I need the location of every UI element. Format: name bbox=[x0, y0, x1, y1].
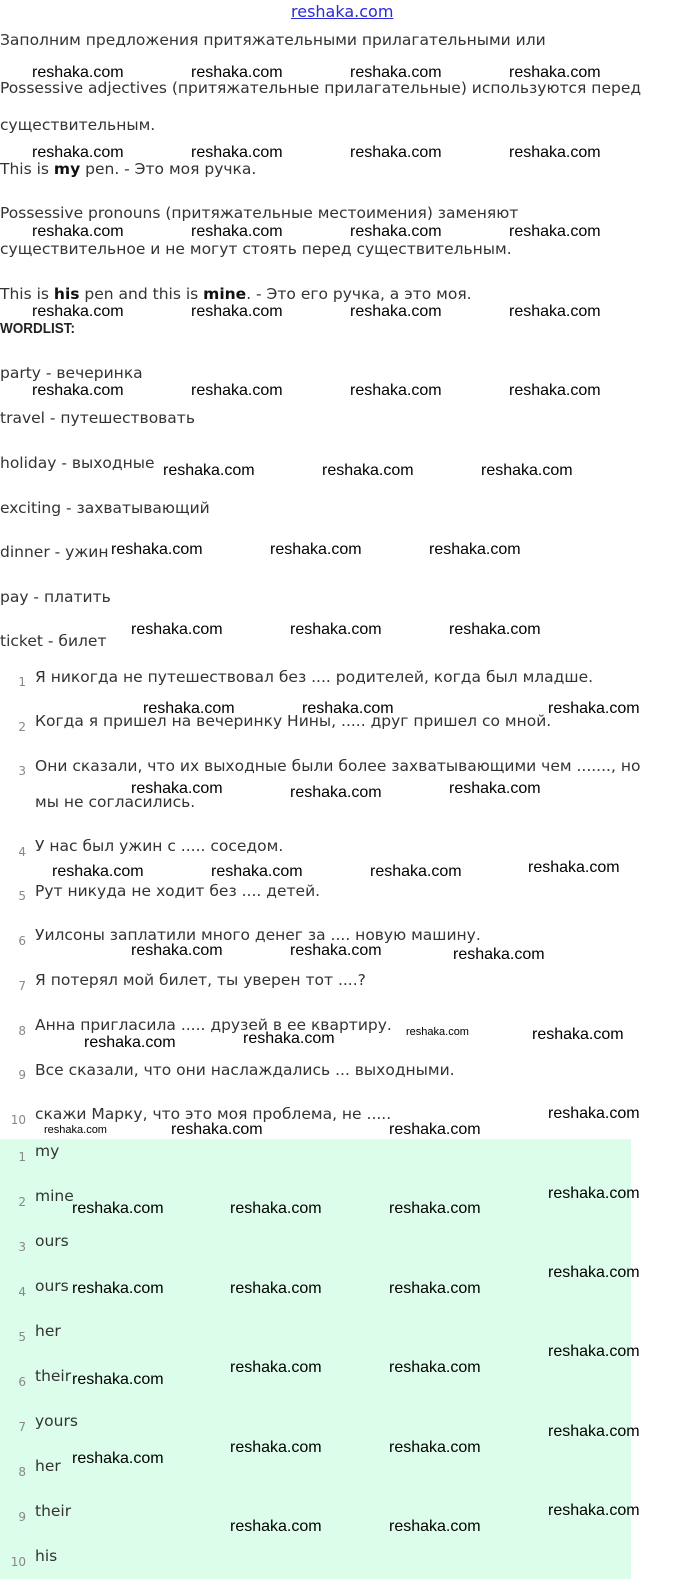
watermark: reshaka.com bbox=[52, 863, 144, 880]
intro-line: Possessive pronouns (притяжательные местоимения) заменяют bbox=[0, 204, 519, 222]
task-number: 2 bbox=[18, 720, 26, 734]
watermark: reshaka.com bbox=[449, 780, 541, 797]
watermark: reshaka.com bbox=[230, 1439, 322, 1456]
intro-line: существительное и не могут стоять перед существительным. bbox=[0, 240, 512, 258]
task-text: Я потерял мой билет, ты уверен тот ....? bbox=[35, 971, 366, 989]
watermark: reshaka.com bbox=[230, 1359, 322, 1376]
watermark: reshaka.com bbox=[84, 1034, 176, 1051]
watermark: reshaka.com bbox=[509, 303, 601, 320]
answer-number: 10 bbox=[10, 1555, 26, 1569]
answer-number: 8 bbox=[18, 1465, 26, 1479]
task-text: Анна пригласила ..... друзей в ее квартиру. bbox=[35, 1016, 392, 1034]
watermark: reshaka.com bbox=[532, 1026, 624, 1043]
watermark: reshaka.com bbox=[230, 1280, 322, 1297]
answer-number: 6 bbox=[18, 1375, 26, 1389]
watermark: reshaka.com bbox=[44, 1124, 107, 1136]
watermark: reshaka.com bbox=[191, 64, 283, 81]
watermark: reshaka.com bbox=[72, 1371, 164, 1388]
intro-line: Possessive adjectives (притяжательные прилагательные) используются перед bbox=[0, 79, 642, 97]
answer-text: their bbox=[35, 1502, 72, 1520]
watermark: reshaka.com bbox=[389, 1359, 481, 1376]
answer-number: 1 bbox=[18, 1150, 26, 1164]
task-text: Я никогда не путешествовал без .... родителей, когда был младше. bbox=[35, 668, 594, 686]
answer-number: 9 bbox=[18, 1510, 26, 1524]
watermark: reshaka.com bbox=[191, 382, 283, 399]
watermark: reshaka.com bbox=[528, 859, 620, 876]
watermark: reshaka.com bbox=[191, 303, 283, 320]
watermark: reshaka.com bbox=[191, 144, 283, 161]
watermark: reshaka.com bbox=[509, 223, 601, 240]
watermark: reshaka.com bbox=[509, 64, 601, 81]
task-number: 5 bbox=[18, 889, 26, 903]
watermark: reshaka.com bbox=[548, 1105, 640, 1122]
watermark: reshaka.com bbox=[243, 1030, 335, 1047]
task-number: 8 bbox=[18, 1024, 26, 1038]
watermark: reshaka.com bbox=[509, 144, 601, 161]
watermark: reshaka.com bbox=[32, 303, 124, 320]
watermark: reshaka.com bbox=[548, 1185, 640, 1202]
watermark: reshaka.com bbox=[481, 462, 573, 479]
watermark: reshaka.com bbox=[72, 1280, 164, 1297]
wordlist-item: holiday - выходные bbox=[0, 454, 155, 472]
answer-text: her bbox=[35, 1457, 61, 1475]
task-text: Когда я пришел на вечеринку Нины, ..... друг пришел со мной. bbox=[35, 712, 552, 730]
watermark: reshaka.com bbox=[270, 541, 362, 558]
task-number: 10 bbox=[10, 1113, 26, 1127]
watermark: reshaka.com bbox=[143, 700, 235, 717]
answer-text: their bbox=[35, 1367, 72, 1385]
watermark: reshaka.com bbox=[32, 382, 124, 399]
task-number: 1 bbox=[18, 675, 26, 689]
wordlist-item: ticket - билет bbox=[0, 632, 107, 650]
watermark: reshaka.com bbox=[32, 223, 124, 240]
watermark: reshaka.com bbox=[290, 784, 382, 801]
answer-text: her bbox=[35, 1322, 61, 1340]
watermark: reshaka.com bbox=[429, 541, 521, 558]
answer-number: 7 bbox=[18, 1420, 26, 1434]
watermark: reshaka.com bbox=[406, 1026, 469, 1038]
watermark: reshaka.com bbox=[350, 144, 442, 161]
example-sentence: This is my pen. - Это моя ручка. bbox=[0, 160, 257, 178]
watermark: reshaka.com bbox=[171, 1121, 263, 1138]
task-text: скажи Марку, что это моя проблема, не ..... bbox=[35, 1105, 392, 1123]
watermark: reshaka.com bbox=[548, 1423, 640, 1440]
example-sentence: This is his pen and this is mine. - Это его ручка, а это моя. bbox=[0, 285, 472, 303]
answer-text: my bbox=[35, 1142, 60, 1160]
intro-line: существительным. bbox=[0, 116, 156, 134]
wordlist-item: exciting - захватывающий bbox=[0, 499, 210, 517]
answer-text: ours bbox=[35, 1232, 69, 1250]
watermark: reshaka.com bbox=[509, 382, 601, 399]
wordlist-item: pay - платить bbox=[0, 588, 111, 606]
watermark: reshaka.com bbox=[548, 700, 640, 717]
task-text: Уилсоны заплатили много денег за .... новую машину. bbox=[35, 926, 481, 944]
answer-text: mine bbox=[35, 1187, 74, 1205]
watermark: reshaka.com bbox=[389, 1280, 481, 1297]
watermark: reshaka.com bbox=[350, 223, 442, 240]
watermark: reshaka.com bbox=[322, 462, 414, 479]
task-text: Рут никуда не ходит без .... детей. bbox=[35, 882, 321, 900]
task-text: Все сказали, что они наслаждались ... выходными. bbox=[35, 1061, 455, 1079]
task-number: 4 bbox=[18, 845, 26, 859]
wordlist-heading: WORDLIST: bbox=[0, 320, 75, 337]
watermark: reshaka.com bbox=[230, 1518, 322, 1535]
task-text: У нас был ужин с ..... соседом. bbox=[35, 837, 284, 855]
task-number: 9 bbox=[18, 1068, 26, 1082]
watermark: reshaka.com bbox=[163, 462, 255, 479]
wordlist-item: dinner - ужин bbox=[0, 543, 109, 561]
answer-text: his bbox=[35, 1547, 58, 1565]
watermark: reshaka.com bbox=[302, 700, 394, 717]
task-number: 3 bbox=[18, 764, 26, 778]
watermark: reshaka.com bbox=[131, 780, 223, 797]
watermark: reshaka.com bbox=[290, 942, 382, 959]
task-number: 7 bbox=[18, 979, 26, 993]
watermark: reshaka.com bbox=[32, 144, 124, 161]
answer-number: 4 bbox=[18, 1285, 26, 1299]
task-text: мы не согласились. bbox=[35, 793, 196, 811]
watermark: reshaka.com bbox=[350, 64, 442, 81]
watermark: reshaka.com bbox=[453, 946, 545, 963]
intro-line: Заполним предложения притяжательными прилагательными или bbox=[0, 31, 546, 49]
watermark: reshaka.com bbox=[72, 1450, 164, 1467]
watermark: reshaka.com bbox=[131, 942, 223, 959]
task-number: 6 bbox=[18, 934, 26, 948]
watermark: reshaka.com bbox=[290, 621, 382, 638]
watermark: reshaka.com bbox=[370, 863, 462, 880]
wordlist-item: travel - путешествовать bbox=[0, 409, 195, 427]
watermark: reshaka.com bbox=[131, 621, 223, 638]
watermark: reshaka.com bbox=[350, 382, 442, 399]
answer-text: yours bbox=[35, 1412, 78, 1430]
watermark: reshaka.com bbox=[111, 541, 203, 558]
watermark: reshaka.com bbox=[72, 1200, 164, 1217]
answer-number: 2 bbox=[18, 1195, 26, 1209]
watermark: reshaka.com bbox=[548, 1502, 640, 1519]
watermark: reshaka.com bbox=[548, 1264, 640, 1281]
wordlist-item: party - вечеринка bbox=[0, 364, 143, 382]
watermark: reshaka.com bbox=[191, 223, 283, 240]
task-text: Они сказали, что их выходные были более захватывающими чем ......., но bbox=[35, 757, 641, 775]
answer-text: ours bbox=[35, 1277, 69, 1295]
watermark: reshaka.com bbox=[389, 1439, 481, 1456]
site-link[interactable]: reshaka.com bbox=[291, 2, 394, 21]
watermark: reshaka.com bbox=[350, 303, 442, 320]
watermark: reshaka.com bbox=[32, 64, 124, 81]
watermark: reshaka.com bbox=[389, 1200, 481, 1217]
watermark: reshaka.com bbox=[230, 1200, 322, 1217]
watermark: reshaka.com bbox=[449, 621, 541, 638]
answer-number: 3 bbox=[18, 1240, 26, 1254]
watermark: reshaka.com bbox=[389, 1121, 481, 1138]
watermark: reshaka.com bbox=[548, 1343, 640, 1360]
watermark: reshaka.com bbox=[389, 1518, 481, 1535]
watermark: reshaka.com bbox=[211, 863, 303, 880]
answer-number: 5 bbox=[18, 1330, 26, 1344]
